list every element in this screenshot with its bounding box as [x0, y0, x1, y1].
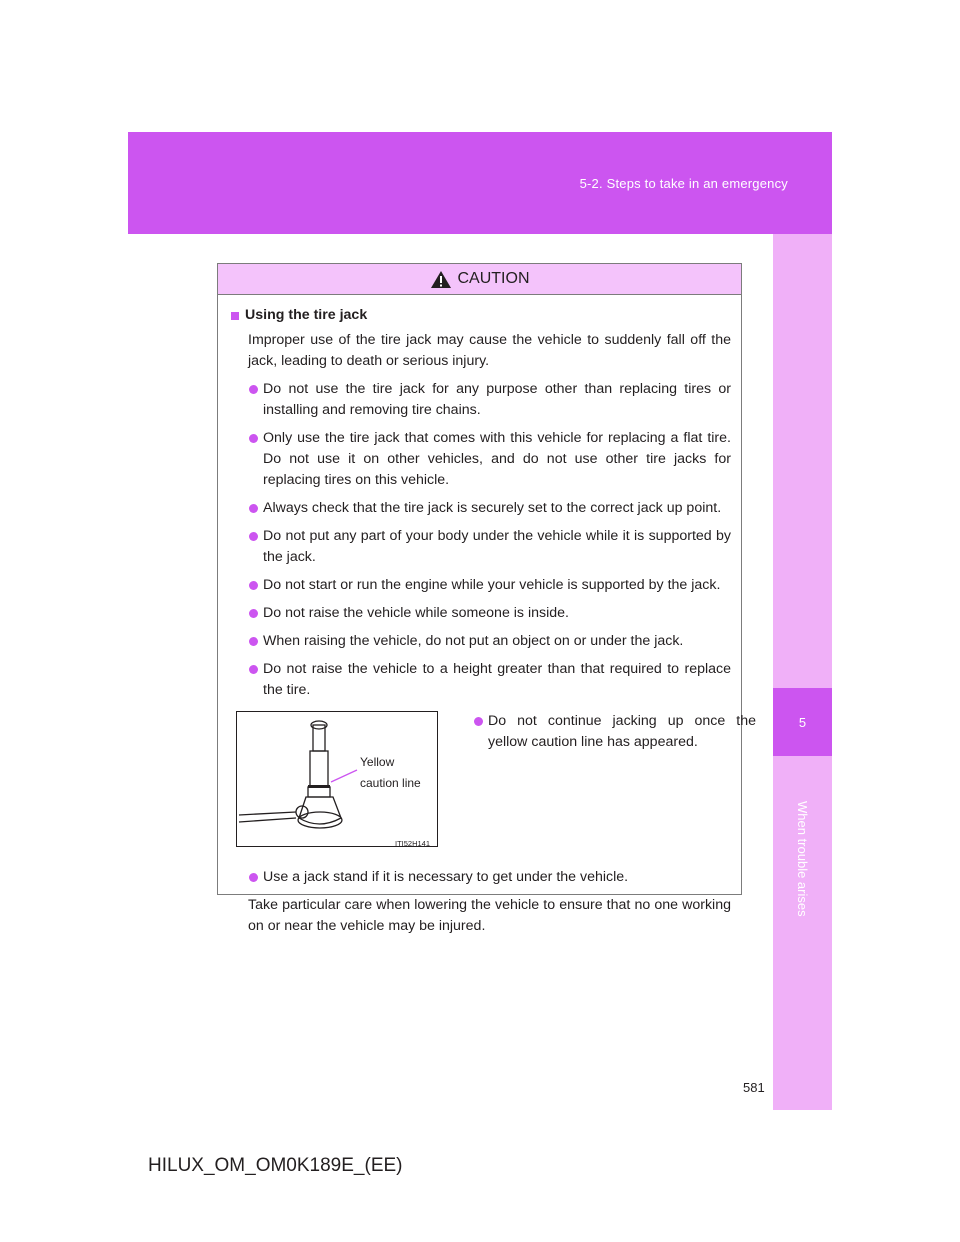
caution-body: [218, 295, 756, 937]
intro-paragraph: Improper use of the tire jack may cause the vehicle to suddenly fall off the jack, leading to death or serious injury.: [248, 332, 731, 369]
warning-triangle-icon: [430, 270, 452, 289]
chapter-title: When trouble arises: [795, 801, 810, 917]
page-number: 581: [743, 1080, 765, 1095]
footer-document-id: HILUX_OM_OM0K189E_(EE): [148, 1155, 403, 1176]
list-item: Use a jack stand if it is necessary to get under the vehicle.: [231, 867, 731, 888]
figure-label: Yellow: [360, 755, 395, 769]
square-bullet-icon: [231, 312, 239, 320]
closing-paragraph: Take particular care when lowering the vehicle to ensure that no one working on or near the vehicle may be injured.: [248, 897, 731, 934]
list-item: Do not use the tire jack for any purpose other than replacing tires or installing and removing tire chains.: [231, 379, 731, 421]
bullet-dot-icon: [249, 532, 258, 541]
tire-jack-figure: [236, 711, 438, 847]
bullet-dot-icon: [249, 385, 258, 394]
bullet-dot-icon: [249, 434, 258, 443]
bullet-dot-icon: [249, 581, 258, 590]
section-heading: [231, 305, 731, 326]
bullet-dot-icon: [249, 504, 258, 513]
bullet-dot-icon: [249, 665, 258, 674]
bullet-dot-icon: [474, 717, 483, 726]
list-item: Do not start or run the engine while your vehicle is supported by the jack.: [231, 575, 731, 596]
heading-text: Using the tire jack: [245, 307, 368, 323]
bullet-dot-icon: [249, 609, 258, 618]
list-item: Do not raise the vehicle while someone is inside.: [231, 603, 731, 624]
bullet-dot-icon: [249, 873, 258, 882]
caution-box: [217, 263, 756, 934]
chapter-number: 5: [773, 688, 832, 756]
figure-row: [231, 711, 756, 861]
list-item: Do not put any part of your body under the vehicle while it is supported by the jack.: [231, 526, 731, 568]
list-item: Do not continue jacking up once the yellow caution line has appeared.: [456, 711, 756, 753]
section-title: 5-2. Steps to take in an emergency: [579, 176, 788, 191]
figure-label: caution line: [360, 776, 421, 790]
figure-code: ITI52H141: [395, 839, 431, 848]
list-item: Do not raise the vehicle to a height greater than that required to replace the tire.: [231, 659, 731, 701]
header-band: [128, 132, 832, 234]
caution-title: CAUTION: [457, 270, 530, 287]
list-item: Only use the tire jack that comes with this vehicle for replacing a flat tire. Do not use it on other vehicles, and do not use other tire jacks for replacing tires on this vehicle.: [231, 428, 731, 491]
list-item: Always check that the tire jack is securely set to the correct jack up point.: [231, 498, 731, 519]
list-item: When raising the vehicle, do not put an object on or under the jack.: [231, 631, 731, 652]
caution-header: [218, 264, 741, 295]
bullet-dot-icon: [249, 637, 258, 646]
chapter-side-tab[interactable]: [773, 234, 832, 1110]
